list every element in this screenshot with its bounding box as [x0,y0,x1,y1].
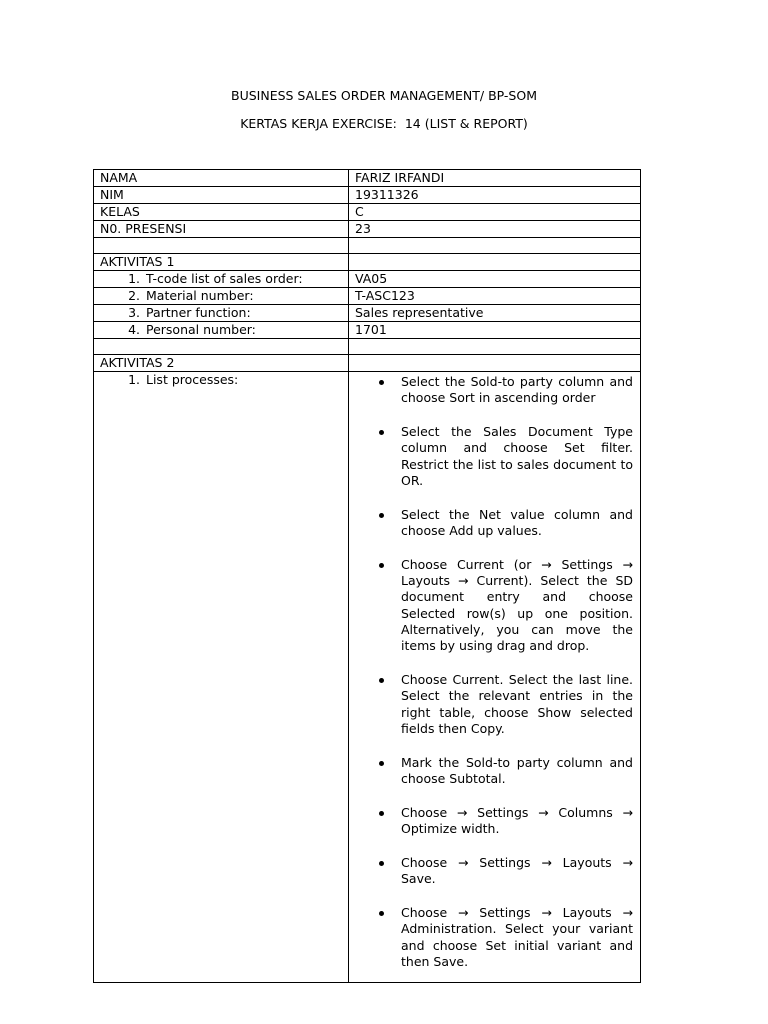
bullet-icon [379,513,384,518]
aktivitas2-heading-row [94,355,641,372]
identity-value: 19311326 [349,187,641,204]
identity-label: KELAS [94,204,349,221]
item-label: T-code list of sales order: [146,271,303,286]
identity-row [94,204,641,221]
aktivitas1-row [94,288,641,305]
bullet-icon [379,563,384,568]
item-number: 1. [128,372,140,387]
identity-row [94,221,641,238]
item-number: 4. [128,322,140,337]
aktivitas2-row [94,372,641,983]
identity-row [94,170,641,187]
bullet-icon [379,811,384,816]
item-label: Personal number: [146,322,256,337]
item-label: Partner function: [146,305,251,320]
document-subtitle [0,116,768,131]
spacer-row [94,339,641,355]
bullet-icon [379,861,384,866]
aktivitas1-row [94,305,641,322]
aktivitas1-row [94,322,641,339]
aktivitas1-heading: AKTIVITAS 1 [94,254,349,271]
item-value: 1701 [349,322,641,339]
item-number: 1. [128,271,140,286]
bullet-icon [379,430,384,435]
item-value: T-ASC123 [349,288,641,305]
item-value: VA05 [349,271,641,288]
bullet-icon [379,761,384,766]
subtitle-exercise-label: KERTAS KERJA EXERCISE: [240,116,397,131]
process-step: Choose → Settings → Layouts → Save. [355,855,634,888]
identity-value: C [349,204,641,221]
worksheet-table [93,169,641,983]
item-value: Sales representative [349,305,641,322]
bullet-icon [379,911,384,916]
process-step: Choose Current (or → Settings → Layouts → Current). Select the SD document entry and choose Selected row(s) up one position. Alternatively, you can move the items by using drag and drop. [355,557,634,655]
identity-label: NIM [94,187,349,204]
process-step: Choose → Settings → Layouts → Administration. Select your variant and choose Set initial variant and then Save. [355,905,634,970]
aktivitas2-heading: AKTIVITAS 2 [94,355,349,372]
process-step: Choose Current. Select the last line. Select the relevant entries in the right table, choose Show selected fields then Copy. [355,672,634,737]
process-step: Select the Sales Document Type column and choose Set filter. Restrict the list to sales document to OR. [355,424,634,489]
item-label: List processes: [146,372,239,387]
bullet-icon [379,678,384,683]
process-steps-list [355,372,634,982]
spacer-row [94,238,641,254]
document-title: BUSINESS SALES ORDER MANAGEMENT/ BP-SOM [231,88,537,103]
item-number: 3. [128,305,140,320]
subtitle-exercise-number: 14 (LIST & REPORT) [404,116,528,131]
identity-value: FARIZ IRFANDI [349,170,641,187]
item-label: Material number: [146,288,254,303]
process-step: Select the Net value column and choose Add up values. [355,507,634,540]
process-step: Select the Sold-to party column and choose Sort in ascending order [355,374,634,407]
aktivitas1-row [94,271,641,288]
identity-label: NAMA [94,170,349,187]
item-number: 2. [128,288,140,303]
process-step: Mark the Sold-to party column and choose Subtotal. [355,755,634,788]
aktivitas1-heading-row [94,254,641,271]
bullet-icon [379,380,384,385]
identity-value: 23 [349,221,641,238]
identity-label: N0. PRESENSI [94,221,349,238]
process-step: Choose → Settings → Columns → Optimize width. [355,805,634,838]
identity-row [94,187,641,204]
